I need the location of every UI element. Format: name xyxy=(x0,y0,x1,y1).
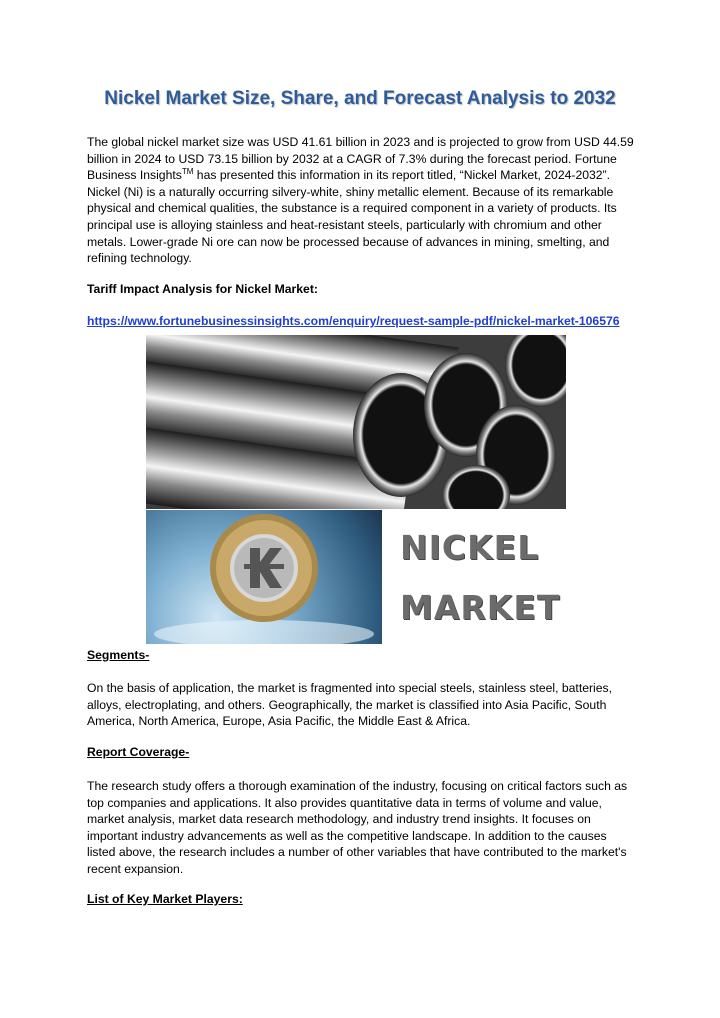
intro-text-part2: has presented this information in its report titled, “Nickel Market, 2024-2032”. Nickel (Ni) is a naturally occurring silvery-white, shiny metallic element. Because of its remarkable physical and chemical qualities, the substance is a required component in a variety of products. Its principal use is alloying stainless and heat-resistant steels, particularly with chromium and other metals. Lower-grade Ni ore can now be processed because of advances in mining, smelting, and refining technology. xyxy=(87,168,617,266)
coverage-heading: Report Coverage- xyxy=(87,745,190,759)
trademark-superscript: TM xyxy=(181,167,194,177)
sample-report-link[interactable]: https://www.fortunebusinessinsights.com/enquiry/request-sample-pdf/nickel-market-106576 xyxy=(87,314,620,328)
segments-paragraph: On the basis of application, the market is fragmented into special steels, stainless steel, batteries, alloys, electroplating, and others. Geographically, the market is classified into Asia Pacific, South America, North America, Europe, Asia Pacific, the Middle East & Africa. xyxy=(87,681,613,729)
segments-heading: Segments- xyxy=(87,648,150,662)
image-text-nickel: NICKEL xyxy=(400,528,540,567)
coverage-paragraph: The research study offers a thorough examination of the industry, focusing on critical factors such as top companies and applications. It also provides quantitative data in terms of volume and value, market analysis, market data research methodology, and industry trend insights. It focuses on important industry advancements as well as the competitive landscape. In addition to the causes listed above, the research includes a number of other variables that have contributed to the market's recent expansion. xyxy=(87,779,628,876)
key-players-heading: List of Key Market Players: xyxy=(87,892,243,906)
nickel-coin-image xyxy=(146,510,382,644)
pipes-illustration xyxy=(146,335,566,509)
steel-pipes-image xyxy=(146,335,566,509)
tariff-heading: Tariff Impact Analysis for Nickel Market: xyxy=(87,282,318,296)
intro-text-part1: The global nickel market size was USD 41.61 billion in 2023 and is projected to grow from USD 44.59 billion in 2024 to USD 73.15 billion by 2032 at a CAGR of 7.3% during the forecast period. Fortune Business Insights xyxy=(87,135,634,183)
intro-paragraph xyxy=(87,134,635,267)
image-text-market: MARKET xyxy=(400,588,561,627)
coin-illustration xyxy=(146,510,382,644)
page-title: Nickel Market Size, Share, and Forecast Analysis to 2032 xyxy=(104,88,616,109)
